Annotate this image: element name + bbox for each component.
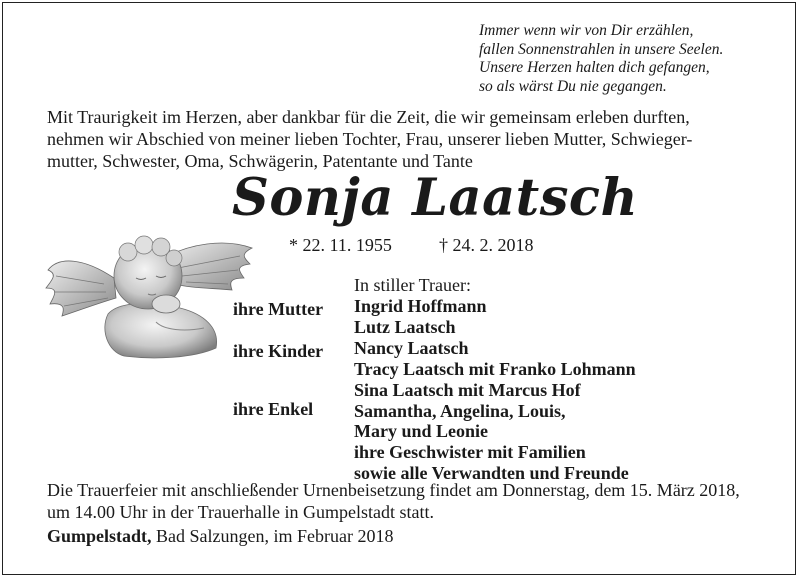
mourner-name: Ingrid Hoffmann <box>354 296 487 316</box>
service-info <box>47 479 777 523</box>
mourner-name: Lutz Laatsch <box>354 316 456 337</box>
mourner-name: Samantha, Angelina, Louis, <box>354 400 566 421</box>
mourning-heading: In stiller Trauer: <box>354 275 471 295</box>
intro-text <box>47 106 767 172</box>
poem-line: Unsere Herzen halten dich gefangen, <box>479 59 710 76</box>
relation-label: ihre Enkel <box>233 399 314 419</box>
death-date: † 24. 2. 2018 <box>439 235 534 255</box>
relation-label: ihre Mutter <box>233 299 324 319</box>
place-date: Bad Salzungen, im Februar 2018 <box>151 526 394 546</box>
service-line: um 14.00 Uhr in der Trauerhalle in Gumpelstadt statt. <box>47 502 434 522</box>
poem-line: fallen Sonnenstrahlen in unsere Seelen. <box>479 40 724 58</box>
mourner-name: Tracy Laatsch mit Franko Lohmann <box>354 358 636 379</box>
intro-line: nehmen wir Abschied von meiner lieben Tochter, Frau, unserer lieben Mutter, Schwieger- <box>47 129 693 149</box>
poem <box>479 22 779 96</box>
mourner-name: ihre Geschwister mit Familien <box>354 442 586 463</box>
service-line: Die Trauerfeier mit anschließender Urnenbeisetzung findet am Donnerstag, dem 15. März 2018, <box>47 480 740 500</box>
intro-line: Mit Traurigkeit im Herzen, aber dankbar für die Zeit, die wir gemeinsam erleben durften, <box>47 107 690 127</box>
mourner-name: Sina Laatsch mit Marcus Hof <box>354 379 581 400</box>
mourner-name: Mary und Leonie <box>354 421 489 442</box>
deceased-name: Sonja Laatsch <box>232 168 639 228</box>
relation-label: ihre Kinder <box>233 341 324 361</box>
place-name: Gumpelstadt, <box>47 526 152 546</box>
mourner-name: sowie alle Verwandten und Freunde <box>354 463 629 484</box>
intro-line: mutter, Schwester, Oma, Schwägerin, Patentante und Tante <box>47 151 473 171</box>
birth-date: * 22. 11. 1955 <box>289 235 392 255</box>
mourner-names <box>354 296 636 484</box>
cherub-angel-icon <box>44 218 256 370</box>
mourner-name: Nancy Laatsch <box>354 337 469 358</box>
poem-line: so als wärst Du nie gegangen. <box>479 77 667 95</box>
poem-line: Immer wenn wir von Dir erzählen, <box>479 22 694 39</box>
place-date-line <box>47 525 393 547</box>
